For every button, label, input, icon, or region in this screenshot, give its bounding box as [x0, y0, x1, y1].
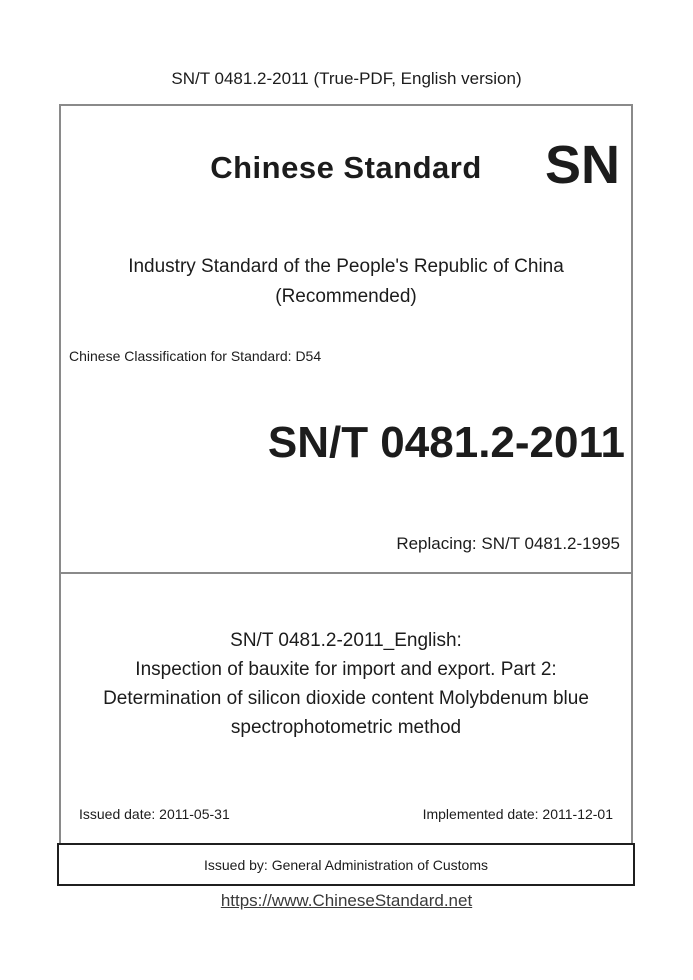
issuer-label: Issued by: General Administration of Customs: [203, 856, 489, 873]
title-line-2: Inspection of bauxite for import and export. Part 2:: [135, 659, 557, 680]
standard-title-block: [61, 626, 631, 742]
document-header-title: SN/T 0481.2-2011 (True-PDF, English version): [171, 69, 522, 88]
title-line-4: spectrophotometric method: [230, 717, 462, 738]
issuer-panel: [57, 843, 635, 886]
title-line-3: Determination of silicon dioxide content Molybdenum blue: [103, 688, 589, 709]
standard-number: SN/T 0481.2-2011: [267, 418, 625, 467]
issued-date: Issued date: 2011-05-31: [79, 806, 230, 822]
org-line-recommended: (Recommended): [275, 286, 417, 307]
classification-label: Chinese Classification for Standard: D54: [69, 348, 322, 364]
chinesestandard-link[interactable]: https://www.ChineseStandard.net: [220, 891, 473, 910]
cover-title-panel: [59, 572, 633, 845]
dates-row: [61, 806, 631, 822]
sn-logo: SN: [544, 135, 620, 195]
cover-top-panel: [59, 104, 633, 574]
org-lines: [61, 252, 631, 312]
org-line-country: Industry Standard of the People's Republic of China: [128, 256, 564, 277]
replacing-note: Replacing: SN/T 0481.2-1995: [396, 534, 620, 553]
title-line-1: SN/T 0481.2-2011_English:: [230, 630, 462, 651]
brand-title: Chinese Standard: [210, 150, 482, 185]
implemented-date: Implemented date: 2011-12-01: [422, 806, 613, 822]
footer: [0, 891, 693, 911]
